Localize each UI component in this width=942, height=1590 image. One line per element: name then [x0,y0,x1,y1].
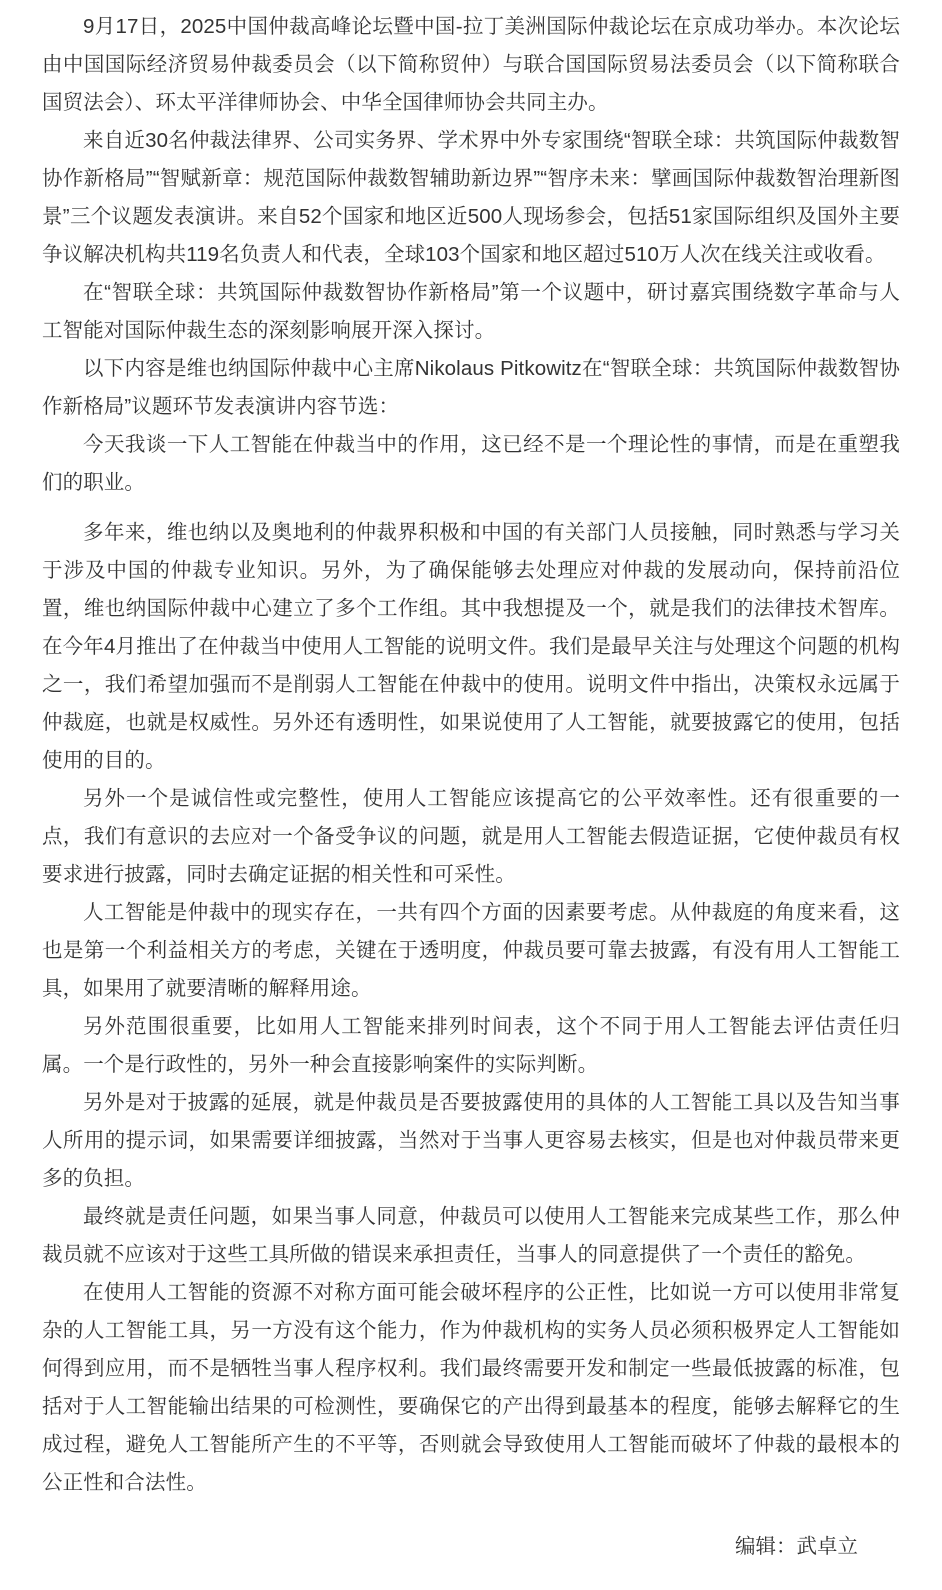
editor-credit: 编辑：武卓立 [735,1535,858,1558]
article-paragraph-6: 多年来，维也纳以及奥地利的仲裁界积极和中国的有关部门人员接触，同时熟悉与学习关于涉及中国的仲裁专业知识。另外，为了确保能够去处理应对仲裁的发展动向，保持前沿位置，维也纳国际仲裁中心建立了多个工作组。其中我想提及一个，就是我们的法律技术智库。在今年4月推出了在仲裁当中使用人工智能的说明文件。我们是最早关注与处理这个问题的机构之一，我们希望加强而不是削弱人工智能在仲裁中的使用。说明文件中指出，决策权永远属于仲裁庭，也就是权威性。另外还有透明性，如果说使用了人工智能，就要披露它的使用，包括使用的目的。 [42,521,900,772]
article-paragraph-8: 人工智能是仲裁中的现实存在，一共有四个方面的因素要考虑。从仲裁庭的角度来看，这也是第一个利益相关方的考虑，关键在于透明度，仲裁员要可靠去披露，有没有用人工智能工具，如果用了就要清晰的解释用途。 [42,901,900,1000]
article-paragraph-3: 在“智联全球：共筑国际仲裁数智协作新格局”第一个议题中，研讨嘉宾围绕数字革命与人工智能对国际仲裁生态的深刻影响展开深入探讨。 [42,281,900,342]
article-paragraph-7: 另外一个是诚信性或完整性，使用人工智能应该提高它的公平效率性。还有很重要的一点，我们有意识的去应对一个备受争议的问题，就是用人工智能去假造证据，它使仲裁员有权要求进行披露，同时去确定证据的相关性和可采性。 [42,787,900,886]
article-body [42,8,900,1502]
article-paragraph-1: 9月17日，2025中国仲裁高峰论坛暨中国-拉丁美洲国际仲裁论坛在京成功举办。本次论坛由中国国际经济贸易仲裁委员会（以下简称贸仲）与联合国国际贸易法委员会（以下简称联合国贸法会）、环太平洋律师协会、中华全国律师协会共同主办。 [42,15,900,114]
article-paragraph-5: 今天我谈一下人工智能在仲裁当中的作用，这已经不是一个理论性的事情，而是在重塑我们的职业。 [42,433,900,494]
article-paragraph-11: 最终就是责任问题，如果当事人同意，仲裁员可以使用人工智能来完成某些工作，那么仲裁员就不应该对于这些工具所做的错误来承担责任，当事人的同意提供了一个责任的豁免。 [42,1205,900,1266]
article-paragraph-9: 另外范围很重要，比如用人工智能来排列时间表，这个不同于用人工智能去评估责任归属。一个是行政性的，另外一种会直接影响案件的实际判断。 [42,1015,900,1076]
article-paragraph-2: 来自近30名仲裁法律界、公司实务界、学术界中外专家围绕“智联全球：共筑国际仲裁数智协作新格局”“智赋新章：规范国际仲裁数智辅助新边界”“智序未来：擘画国际仲裁数智治理新图景”三个议题发表演讲。来自52个国家和地区近500人现场参会，包括51家国际组织及国外主要争议解决机构共119名负责人和代表，全球103个国家和地区超过510万人次在线关注或收看。 [42,129,900,266]
article-footer [42,1528,900,1590]
article-paragraph-12: 在使用人工智能的资源不对称方面可能会破坏程序的公正性，比如说一方可以使用非常复杂的人工智能工具，另一方没有这个能力，作为仲裁机构的实务人员必须积极界定人工智能如何得到应用，而不是牺牲当事人程序权利。我们最终需要开发和制定一些最低披露的标准，包括对于人工智能输出结果的可检测性，要确保它的产出得到最基本的程度，能够去解释它的生成过程，避免人工智能所产生的不平等，否则就会导致使用人工智能而破坏了仲裁的最根本的公正性和合法性。 [42,1281,900,1494]
article-paragraph-4: 以下内容是维也纳国际仲裁中心主席Nikolaus Pitkowitz在“智联全球：共筑国际仲裁数智协作新格局”议题环节发表演讲内容节选： [42,357,900,418]
article-paragraph-10: 另外是对于披露的延展，就是仲裁员是否要披露使用的具体的人工智能工具以及告知当事人所用的提示词，如果需要详细披露，当然对于当事人更容易去核实，但是也对仲裁员带来更多的负担。 [42,1091,900,1190]
